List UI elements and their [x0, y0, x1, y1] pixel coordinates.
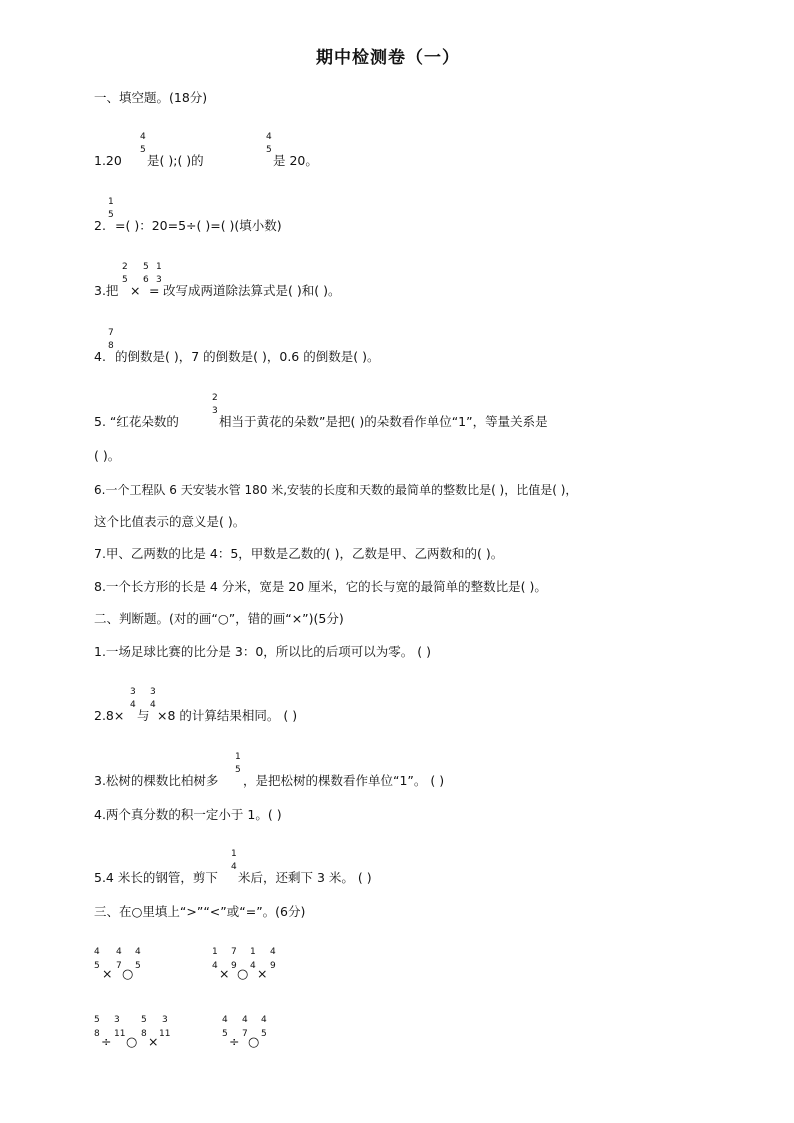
fraction-denominator: 5: [140, 145, 146, 155]
section1-heading: 一、填空题。(18分): [94, 90, 208, 105]
section2-heading: 二、判断题。(对的画“○”，错的画“×”)(5分): [94, 611, 344, 626]
question-1-7: 7.甲、乙两数的比是 4：5，甲数是乙数的( )，乙数是甲、乙两数和的( )。: [94, 546, 504, 561]
compare-circle[interactable]: ○: [237, 967, 249, 982]
section3-heading: 三、在○里填上“>”“<”或“=”。(6分): [94, 904, 306, 919]
compare-circle[interactable]: ○: [248, 1035, 260, 1050]
question-1-8: 8.一个长方形的长是 4 分米，宽是 20 厘米，它的长与宽的最简单的整数比是( )。: [94, 579, 547, 594]
compare-circle[interactable]: ○: [126, 1035, 138, 1050]
fraction-numerator: 4: [266, 132, 272, 142]
question-2-1: 1.一场足球比赛的比分是 3：0，所以比的后项可以为零。 ( ): [94, 644, 432, 659]
fraction-numerator: 1: [108, 197, 114, 207]
fraction-denominator: 5: [266, 145, 272, 155]
fraction-numerator: 4: [140, 132, 146, 142]
page-title: 期中检测卷（一）: [316, 48, 460, 68]
compare-circle[interactable]: ○: [122, 967, 134, 982]
question-2-4: 4.两个真分数的积一定小于 1。( ): [94, 807, 282, 822]
fraction-denominator: 5: [108, 210, 114, 220]
